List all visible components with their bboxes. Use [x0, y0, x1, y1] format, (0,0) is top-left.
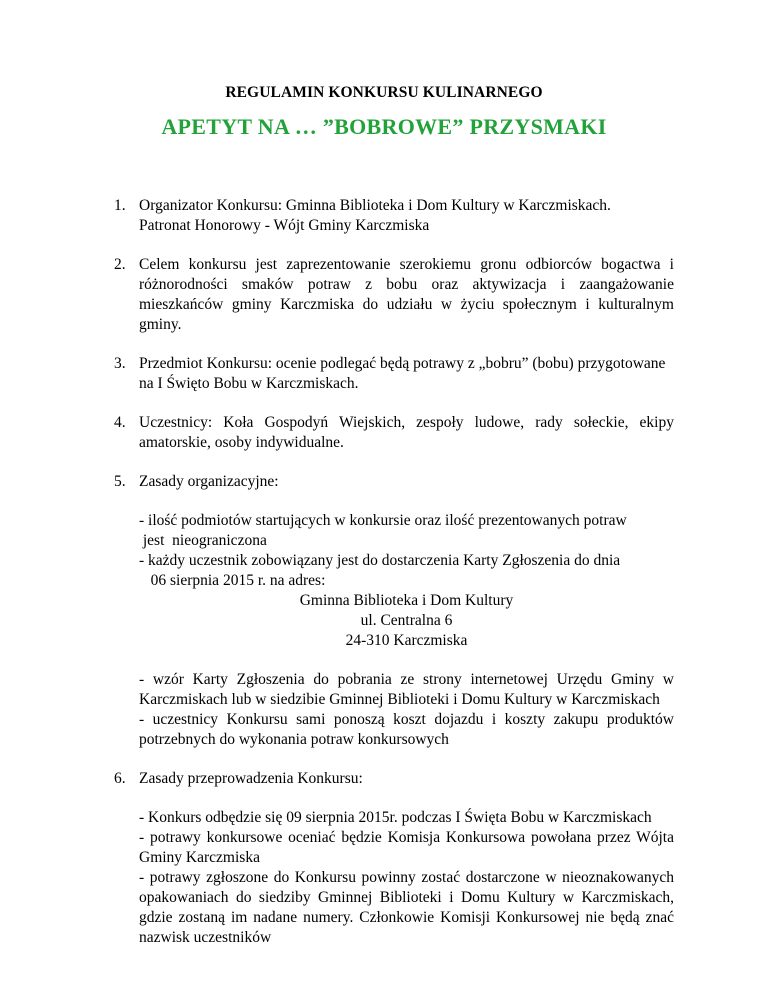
rule-text-line: gminy.: [139, 316, 182, 333]
rule-text-line: - ilość podmiotów startujących w konkursie oraz ilość prezentowanych potraw: [139, 512, 627, 529]
rule-heading: Zasady organizacyjne:: [139, 473, 279, 490]
rule-text-line: - uczestnicy Konkursu sami ponoszą koszt dojazdu i koszty zakupu produktów: [139, 711, 674, 728]
rule-text-line: 06 sierpnia 2015 r. na adres:: [139, 572, 326, 589]
rule-number: 2.: [114, 256, 126, 273]
rule-text-line: mieszkańców gminy Karczmiska do udziału w życiu społecznym i kulturalnym: [139, 296, 674, 313]
rule-text-line: - Konkurs odbędzie się 09 sierpnia 2015r. podczas I Święta Bobu w Karczmiskach: [139, 809, 652, 826]
rule-6-conditions: [139, 808, 674, 948]
rule-text-line: - potrawy zgłoszone do Konkursu powinny zostać dostarczone w nieoznakowanych: [139, 869, 674, 886]
rule-5-conditions: [139, 511, 674, 651]
rule-text-line: jest nieograniczona: [139, 532, 267, 549]
rule-number: 6.: [114, 770, 126, 787]
rule-text-line: różnorodności smaków potraw z bobu oraz aktywizacja i zaangażowanie: [139, 276, 674, 293]
rule-3: [114, 354, 674, 394]
rule-text-line: nazwisk uczestników: [139, 929, 272, 946]
rule-text-line: Przedmiot Konkursu: ocenie podlegać będą potrawy z „bobru” (bobu) przygotowane: [139, 355, 666, 372]
rule-number: 1.: [114, 197, 126, 214]
rule-6: [114, 769, 674, 948]
rule-heading: Zasady przeprowadzenia Konkursu:: [139, 770, 363, 787]
rule-number: 4.: [114, 414, 126, 431]
rule-text-line: Uczestnicy: Koła Gospodyń Wiejskich, zespoły ludowe, rady sołeckie, ekipy: [139, 414, 674, 431]
rule-text-line: potrzebnych do wykonania potraw konkursowych: [139, 731, 449, 748]
document-title: REGULAMIN KONKURSU KULINARNEGO: [225, 84, 543, 101]
rule-text-line: opakowaniach do siedziby Gminnej Biblioteki i Domu Kultury w Karczmiskach,: [139, 889, 674, 906]
rule-4: [114, 413, 674, 453]
rule-5: [114, 472, 674, 750]
rule-text-line: Organizator Konkursu: Gminna Biblioteka i Dom Kultury w Karczmiskach.: [139, 197, 611, 214]
rule-2: [114, 255, 674, 335]
rule-text-line: amatorskie, osoby indywidualne.: [139, 434, 344, 451]
rule-text-line: - każdy uczestnik zobowiązany jest do dostarczenia Karty Zgłoszenia do dnia: [139, 552, 621, 569]
rule-text-line: Patronat Honorowy - Wójt Gminy Karczmiska: [139, 217, 430, 234]
rule-text-line: Celem konkursu jest zaprezentowanie szerokiemu gronu odbiorców bogactwa i: [139, 256, 674, 273]
rule-text-line: - wzór Karty Zgłoszenia do pobrania ze strony internetowej Urzędu Gminy w: [139, 671, 674, 688]
address-line: 24-310 Karczmiska: [345, 632, 468, 649]
rule-5-notes: [139, 670, 674, 750]
rule-text-line: Karczmiskach lub w siedzibie Gminnej Biblioteki i Domu Kultury w Karczmiskach: [139, 691, 660, 708]
rules-list: [114, 196, 674, 967]
rule-text-line: - potrawy konkursowe oceniać będzie Komisja Konkursowa powołana przez Wójta: [139, 829, 674, 846]
contest-name: APETYT NA … ”BOBROWE” PRZYSMAKI: [161, 114, 607, 139]
rule-text-line: na I Święto Bobu w Karczmiskach.: [139, 375, 359, 392]
address-line: Gminna Biblioteka i Dom Kultury: [299, 592, 514, 609]
postal-address: [139, 591, 674, 651]
rule-number: 3.: [114, 355, 126, 372]
rule-number: 5.: [114, 473, 126, 490]
rule-1: [114, 196, 674, 236]
rule-text-line: gdzie zostaną im nadane numery. Członkowie Komisji Konkursowej nie będą znać: [139, 909, 674, 926]
rule-text-line: Gminy Karczmiska: [139, 849, 260, 866]
address-line: ul. Centralna 6: [360, 612, 453, 629]
